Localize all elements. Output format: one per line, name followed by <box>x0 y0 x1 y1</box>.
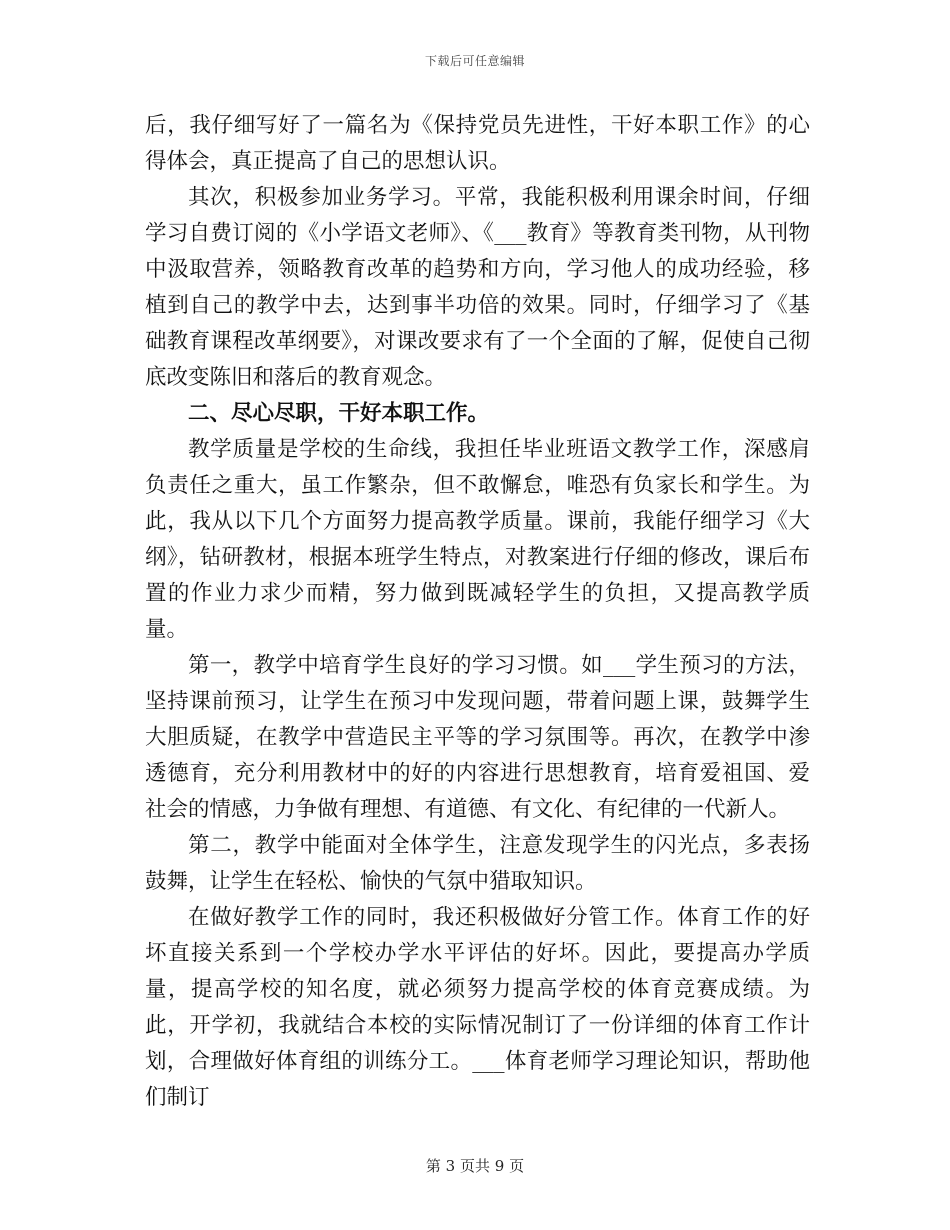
document-body <box>145 108 810 1116</box>
paragraph-second-point: 第二，教学中能面对全体学生，注意发现学生的闪光点，多表扬鼓舞，让学生在轻松、愉快的气氛中猎取知识。 <box>145 833 810 894</box>
page-header: 下载后可任意编辑 <box>424 54 525 68</box>
paragraph-sports-work: 在做好教学工作的同时，我还积极做好分管工作。体育工作的好坏直接关系到一个学校办学水平评估的好坏。因此，要提高办学质量，提高学校的知名度，就必须努力提高学校的体育竞赛成绩。为此，开学初，我就结合本校的实际情况制订了一份详细的体育工作计划，合理做好体育组的训练分工。___体育老师学习理论知识，帮助他们制订 <box>145 905 810 1110</box>
paragraph-first-point: 第一，教学中培育学生良好的学习习惯。如___学生预习的方法，坚持课前预习，让学生在预习中发现问题，带着问题上课，鼓舞学生大胆质疑，在教学中营造民主平等的学习氛围等。再次，在教学中渗透德育，充分利用教材中的好的内容进行思想教育，培育爱祖国、爱社会的情感，力争做有理想、有道德、有文化、有纪律的一代新人。 <box>145 653 810 822</box>
paragraph-continuation: 后，我仔细写好了一篇名为《保持党员先进性，干好本职工作》的心得体会，真正提高了自己的思想认识。 <box>145 113 810 174</box>
paragraph-teaching-quality: 教学质量是学校的生命线，我担任毕业班语文教学工作，深感肩负责任之重大，虽工作繁杂，但不敢懈怠，唯恐有负家长和学生。为此，我从以下几个方面努力提高教学质量。课前，我能仔细学习《大纲》，钻研教材，根据本班学生特点，对教案进行仔细的修改，课后布置的作业力求少而精，努力做到既减轻学生的负担，又提高教学质量。 <box>145 437 810 642</box>
paragraph-study: 其次，积极参加业务学习。平常，我能积极利用课余时间，仔细学习自费订阅的《小学语文老师》、《___教育》等教育类刊物，从刊物中汲取营养，领略教育改革的趋势和方向，学习他人的成功经验，移植到自己的教学中去，达到事半功倍的效果。同时，仔细学习了《基础教育课程改革纲要》，对课改要求有了一个全面的了解，促使自己彻底改变陈旧和落后的教育观念。 <box>145 185 810 390</box>
section-heading: 二、尽心尽职，干好本职工作。 <box>188 401 490 426</box>
page-footer: 第 3 页共 9 页 <box>425 1157 525 1175</box>
